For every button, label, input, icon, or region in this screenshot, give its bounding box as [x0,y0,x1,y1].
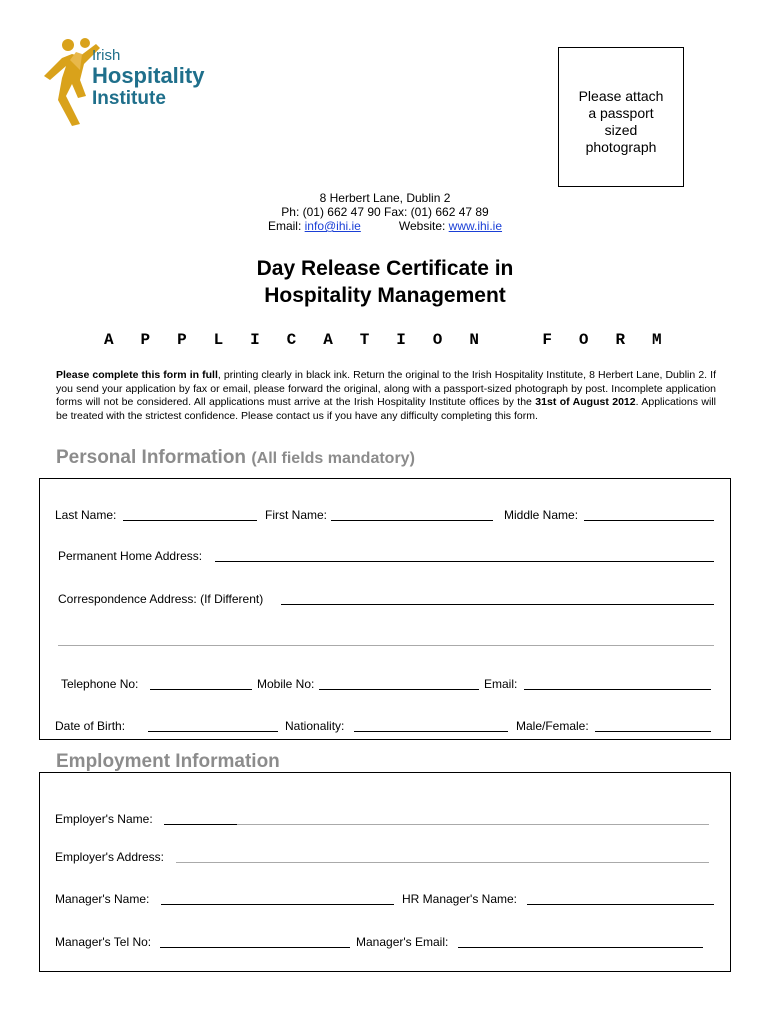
email-link[interactable]: info@ihi.ie [304,219,361,233]
employer-name-label: Employer's Name: [55,812,153,826]
heading-letter: F [542,331,552,349]
dob-label: Date of Birth: [55,719,126,733]
employer-name-field-ext[interactable] [237,824,709,825]
mobile-label: Mobile No: [257,677,315,691]
heading-letter: C [286,331,297,349]
contact-phone-fax: Ph: (01) 662 47 90 Fax: (01) 662 47 89 [281,205,489,219]
website-label: Website: [398,219,449,233]
logo-text-institute: Institute [92,88,166,109]
nationality-field[interactable] [354,731,508,732]
instructions-text-1: , printing clearly in black ink. Return the original to the Irish Hospitality Institute, 8 Herbert Lane, Dublin 2. If you send your application by fax or email, please forward the original, along with a passport-sized photograph by post. Incomplete application forms will not be considered. All applications must arrive at the Irish Hospitality Institute offices by the [56,369,716,409]
title-line-1: Day Release Certificate in [256,257,514,280]
home-address-label: Permanent Home Address: [58,549,203,563]
heading-letter: O [432,331,443,349]
deadline-date: 31st of August 2012 [535,396,636,409]
heading-letter [506,331,518,349]
email-label: Email: [267,219,305,233]
instructions-lead: Please complete this form in full [56,369,218,381]
heading-letter: I [250,331,260,349]
heading-letter: N [469,331,479,349]
first-name-field[interactable] [331,520,493,521]
personal-info-title: Personal Information [56,447,252,468]
application-form-heading [104,331,664,349]
instructions-text-2: . Applications will be treated with the strictest confidence. Please contact us if you have any difficulty completing this form. [56,396,716,422]
email-input-field[interactable] [524,689,711,690]
photo-instruction-line: sized [604,122,638,138]
middle-name-label: Middle Name: [504,508,579,522]
heading-letter: R [615,331,626,349]
heading-letter: I [396,331,406,349]
first-name-label: First Name: [265,508,328,522]
contact-address: 8 Herbert Lane, Dublin 2 [319,191,451,205]
manager-email-field[interactable] [458,947,703,948]
contact-details [0,191,770,233]
employer-name-field[interactable] [164,824,237,825]
email-field-label: Email: [484,677,518,691]
hr-manager-name-field[interactable] [527,904,714,905]
logo-text-hospitality: Hospitality [92,63,205,88]
personal-info-section [39,478,731,740]
logo-text-irish: Irish [92,47,121,64]
manager-tel-label: Manager's Tel No: [55,935,152,949]
middle-name-field[interactable] [584,520,714,521]
document-title [0,255,770,309]
heading-letter: A [104,331,114,349]
correspondence-address-field[interactable] [281,604,714,605]
gender-field[interactable] [595,731,711,732]
heading-letter: O [578,331,589,349]
instructions-paragraph [56,369,716,423]
heading-letter: M [651,331,662,349]
photo-instruction-line: Please attach [578,88,664,104]
website-link[interactable]: www.ihi.ie [448,219,503,233]
employer-address-field[interactable] [176,862,709,863]
manager-tel-field[interactable] [160,947,350,948]
heading-letter: A [323,331,333,349]
photo-instruction-line: photograph [585,139,657,155]
correspondence-address-line-2[interactable] [58,645,714,646]
nationality-label: Nationality: [285,719,345,733]
telephone-field[interactable] [150,689,252,690]
passport-photo-box[interactable] [558,47,684,187]
hr-manager-name-label: HR Manager's Name: [402,892,517,906]
title-line-2: Hospitality Management [264,284,506,307]
mobile-field[interactable] [319,689,479,690]
personal-info-subtitle: (All fields mandatory) [251,450,415,467]
last-name-label: Last Name: [55,508,117,522]
photo-instruction-line: a passport [588,105,654,121]
heading-letter: P [140,331,151,349]
heading-letter: P [177,331,187,349]
correspondence-address-label: Correspondence Address: (If Different) [58,592,264,606]
telephone-label: Telephone No: [61,677,139,691]
personal-info-heading [56,447,415,469]
gender-label: Male/Female: [516,719,589,733]
contact-email-website [0,219,770,233]
manager-name-field[interactable] [161,904,394,905]
manager-name-label: Manager's Name: [55,892,150,906]
manager-email-label: Manager's Email: [356,935,449,949]
employer-address-label: Employer's Address: [55,850,165,864]
heading-letter: T [359,331,370,349]
last-name-field[interactable] [123,520,257,521]
home-address-field[interactable] [215,561,714,562]
employment-info-heading: Employment Information [56,751,280,772]
heading-letter: L [213,331,224,349]
employment-info-section [39,772,731,972]
institute-logo [40,36,220,128]
dob-field[interactable] [148,731,278,732]
